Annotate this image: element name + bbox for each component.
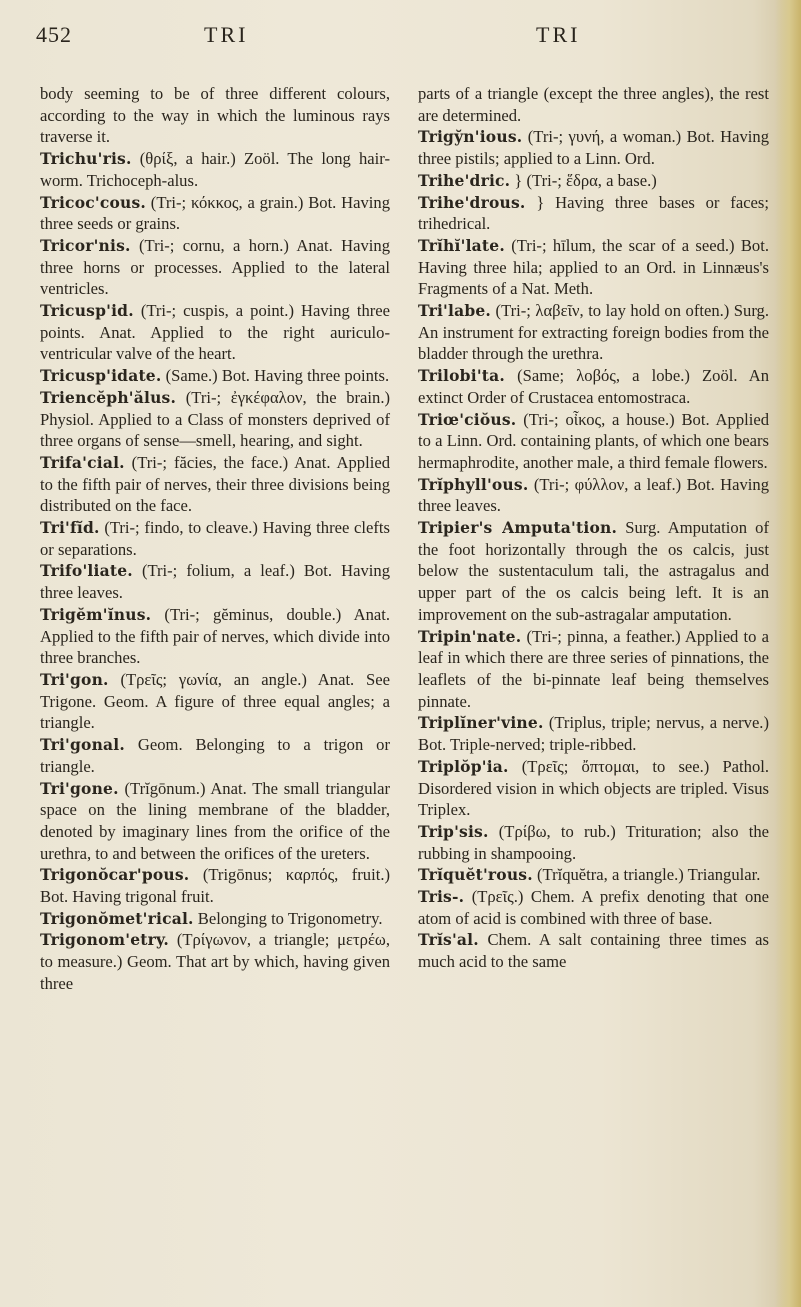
dictionary-entry [418,712,769,755]
entry-headword: Tricor'nis. [40,235,131,255]
dictionary-entry [418,300,769,365]
entry-definition: (θρίξ, a hair.) Zoöl. The long hair-worm. Trichoceph-alus. [40,149,390,190]
entry-headword: Trĭphyll'ous. [418,474,529,494]
dictionary-entry [418,517,769,626]
entry-headword: Trip'sis. [418,821,489,841]
right-running-head: TRI [536,22,581,47]
entry-headword: Trihe'drous. [418,192,526,212]
entry-headword: Tri'fĭd. [40,518,100,538]
dictionary-entry [418,626,769,713]
entry-definition: (Τρίγωνον, a triangle; μετρέω, to measure.) Geom. That art by which, having given three [40,930,390,993]
entry-headword: Tricusp'idate. [40,366,162,386]
dictionary-entry [418,886,769,929]
entry-headword: Tripin'nate. [418,626,522,646]
entry-definition: (Tri-; gĕminus, double.) Anat. Applied to the fifth pair of nerves, which divide into three branches. [40,604,390,668]
dictionary-entry [418,409,769,474]
dictionary-entry [418,474,769,517]
dictionary-entry [40,365,390,387]
entry-definition: (Τρεῖς; γωνία, an angle.) Anat. See Trigone. Geom. A figure of three equal angles; a triangle. [40,669,390,733]
dictionary-entry [40,192,390,235]
entry-definition: (Tri-; οἶκος, a house.) Bot. Applied to a Linn. Ord. containing plants, of which one bears hermaphrodite, another male, a third female flowers. [418,409,769,472]
entry-headword: Tri'labe. [418,301,492,321]
page-number: 452 [36,22,72,47]
entry-definition: (Τρεῖς.) Chem. A prefix denoting that one atom of acid is combined with three of base. [418,887,769,928]
entry-headword: Trĭquĕt'rous. [418,865,533,885]
entry-definition: (Trĭquĕtra, a triangle.) Triangular. [532,865,761,885]
dictionary-entry [418,192,769,235]
dictionary-entry [40,560,390,603]
left-column [40,83,390,995]
entry-headword: Triœ'ciŏus. [418,409,517,429]
dictionary-entry [40,517,390,560]
dictionary-entry [418,756,769,821]
entry-definition: } Having three bases or faces; trihedrical. [418,192,769,234]
dictionary-entry [40,734,390,777]
entry-headword: Triencĕph'ălus. [40,387,177,407]
entry-definition: (Same; λοβός, a lobe.) Zoöl. An extinct Order of Crustacea entomostraca. [418,366,769,407]
dictionary-entry [418,170,769,192]
entry-definition: (Tri-; γυνή, a woman.) Bot. Having three pistils; applied to a Linn. Ord. [418,127,769,169]
dictionary-entry [418,365,769,408]
entry-headword: Tricoc'cous. [40,192,146,212]
entry-definition: (Triplus, triple; nervus, a nerve.) Bot. Triple-nerved; triple-ribbed. [418,713,769,755]
entry-definition: (Same.) Bot. Having three points. [161,366,390,386]
entry-headword: Trigĕm'ĭnus. [40,604,152,624]
entry-headword: Tripier's Amputa'tion. [418,518,618,538]
entry-headword: Trihe'dric. [418,170,511,190]
entry-definition: (Tri-; λαβεῖν, to lay hold on often.) Surg. An instrument for extracting foreign bodies from the bladder through the urethra. [418,301,769,364]
entry-headword: Trifa'cial. [40,452,125,472]
entry-definition: (Trigōnus; καρπός, fruit.) Bot. Having trigonal fruit. [40,865,390,907]
dictionary-entry [418,929,769,972]
entry-definition: (Τρεῖς; ὄπτομαι, to see.) Pathol. Disordered vision in which objects are tripled. Visus Triplex. [418,756,769,820]
right-column [418,83,769,973]
right-continuation-text: parts of a triangle (except the three angles), the rest are determined. [418,84,769,125]
left-entry-list [40,148,390,994]
dictionary-entry [40,452,390,517]
right-entry-list [418,126,769,972]
entry-headword: Trĭhĭ'late. [418,235,505,255]
page-edge [775,0,801,1307]
dictionary-entry [418,126,769,169]
dictionary-entry [40,148,390,191]
dictionary-entry [40,235,390,300]
dictionary-entry [40,908,390,930]
dictionary-entry [418,821,769,864]
entry-headword: Trichu'ris. [40,149,132,169]
entry-headword: Tri'gon. [40,669,109,689]
entry-headword: Trigonŏmet'rical. [40,908,194,928]
dictionary-entry [40,604,390,669]
entry-definition: Belonging to Trigonometry. [193,908,383,928]
entry-headword: Tri'gonal. [40,735,125,755]
entry-definition: (Tri-; findo, to cleave.) Having three clefts or separations. [40,518,390,559]
dictionary-entry [40,778,390,865]
entry-definition: } (Tri-; ἕδρα, a base.) [510,170,657,190]
entry-headword: Trigonŏcar'pous. [40,865,190,885]
entry-definition: (Tri-; ἐγκέφαλον, the brain.) Physiol. Applied to a Class of monsters deprived of three organs of sense—smell, hearing, and sight. [40,387,390,451]
entry-definition: (Tri-; folium, a leaf.) Bot. Having three leaves. [40,561,390,603]
entry-definition: Geom. Belonging to a trigon or triangle. [40,735,390,776]
entry-definition: (Τρίβω, to rub.) Trituration; also the rubbing in shampooing. [418,821,769,863]
entry-headword: Tri'gone. [40,778,119,798]
left-continuation-text: body seeming to be of three different colours, according to the way in which the luminous rays traverse it. [40,84,390,147]
running-header [36,18,760,52]
entry-headword: Trĭs'al. [418,930,479,950]
entry-headword: Tricusp'id. [40,301,134,321]
entry-headword: Trilobi'ta. [418,366,505,386]
dictionary-entry [40,929,390,994]
entry-definition: (Tri-; κόκκος, a grain.) Bot. Having three seeds or grains. [40,192,390,234]
entry-definition: (Tri-; făcies, the face.) Anat. Applied to the fifth pair of nerves, their three divisions being distributed on the face. [40,452,390,516]
entry-definition: (Tri-; cornu, a horn.) Anat. Having three horns or processes. Applied to the lateral ventricles. [40,235,390,299]
entry-headword: Trigy̆n'ious. [418,127,523,147]
left-running-head: TRI [204,22,249,47]
entry-headword: Triplĭner'vine. [418,713,544,733]
dictionary-entry [418,235,769,300]
dictionary-entry [418,864,769,886]
entry-headword: Trifo'liate. [40,561,133,581]
entry-definition: Surg. Amputation of the foot horizontally through the os calcis, just below the sustentaculum tali, the astragalus and upper part of the os calcis being left. It is an improvement on the sub-astragalar amputation. [418,518,769,624]
dictionary-entry [40,669,390,734]
entry-definition: (Tri-; hīlum, the scar of a seed.) Bot. Having three hila; applied to an Ord. in Linnæus's Fragments of a Nat. Meth. [418,235,769,299]
entry-definition: (Tri-; φύλλον, a leaf.) Bot. Having three leaves. [418,474,769,516]
entry-headword: Trigonom'etry. [40,930,170,950]
entry-definition: Chem. A salt containing three times as much acid to the same [418,930,769,972]
entry-definition: (Trĭgōnum.) Anat. The small triangular space on the lining membrane of the bladder, denoted by imaginary lines from the orifice of the urethra, to and between the orifices of the ureters. [40,778,390,863]
entry-headword: Triplŏp'ia. [418,756,509,776]
dictionary-entry [40,387,390,452]
dictionary-entry [40,864,390,907]
dictionary-entry [40,300,390,365]
entry-definition: (Tri-; cuspis, a point.) Having three points. Anat. Applied to the right auriculo-ventricular valve of the heart. [40,301,390,364]
entry-headword: Tris-. [418,887,465,907]
entry-definition: (Tri-; pinna, a feather.) Applied to a leaf in which there are three series of pinnations, the leaflets of the bi-pinnate leaf being themselves pinnate. [418,626,769,711]
